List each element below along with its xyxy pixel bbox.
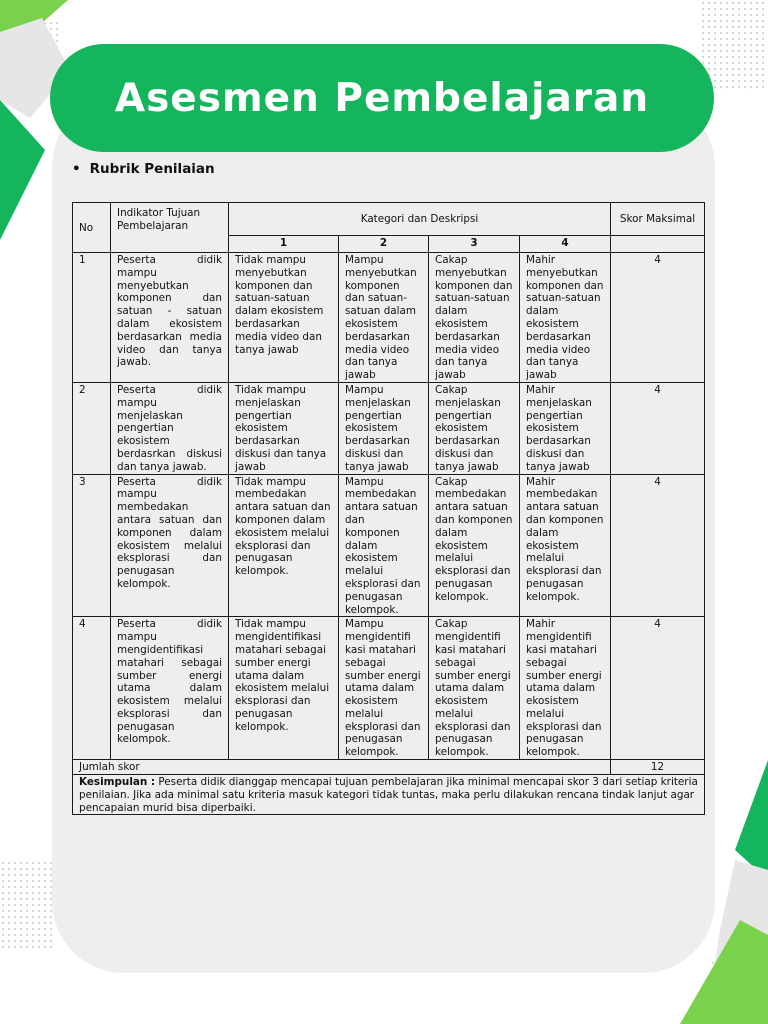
total-row bbox=[73, 760, 705, 775]
section-heading-text: Rubrik Penilaian bbox=[89, 161, 215, 177]
row-level-4: Mahir menjelaskan pengertian ekosistem berdasarkan diskusi dan tanya jawab bbox=[520, 382, 611, 474]
row-level-3: Cakap menjelaskan pengertian ekosistem berdasarkan diskusi dan tanya jawab bbox=[429, 382, 520, 474]
row-indicator: Peserta didik mampu mengidentifikasi matahari sebagai sumber energi utama dalam ekosistem melalui eksplorasi dan penugasan kelompok. bbox=[111, 617, 229, 760]
row-indicator: Peserta didik mampu menyebutkan komponen dan satuan - satuan dalam ekosistem berdasarkan media video dan tanya jawab. bbox=[111, 253, 229, 383]
row-level-2: Mampu mengidentifi kasi matahari sebagai sumber energi utama dalam ekosistem melalui eksplorasi dan penugasan kelompok. bbox=[339, 617, 429, 760]
conclusion-text: Peserta didik dianggap mencapai tujuan pembelajaran jika minimal mencapai skor 3 dari setiap kriteria penilaian. Jika ada minimal satu kriteria masuk kategori tidak tuntas, maka perlu dilakukan rencana tindak lanjut agar pencapaian murid bisa diperbaiki. bbox=[79, 776, 698, 814]
level-header-empty bbox=[611, 236, 705, 253]
row-level-4: Mahir mengidentifi kasi matahari sebagai sumber energi utama dalam ekosistem melalui eksplorasi dan penugasan kelompok. bbox=[520, 617, 611, 760]
table-row bbox=[73, 617, 705, 760]
title-banner bbox=[50, 44, 714, 152]
bullet-icon: • bbox=[72, 161, 81, 177]
row-no: 2 bbox=[73, 382, 111, 474]
row-level-3: Cakap membedakan antara satuan dan komponen dalam ekosistem melalui eksplorasi dan penugasan kelompok. bbox=[429, 474, 520, 617]
row-level-3: Cakap mengidentifi kasi matahari sebagai sumber energi utama dalam ekosistem melalui eksplorasi dan penugasan kelompok. bbox=[429, 617, 520, 760]
row-level-1: Tidak mampu menjelaskan pengertian ekosistem berdasarkan diskusi dan tanya jawab bbox=[229, 382, 339, 474]
table-row bbox=[73, 474, 705, 617]
row-no: 1 bbox=[73, 253, 111, 383]
conclusion-row bbox=[73, 775, 705, 815]
section-heading bbox=[72, 161, 215, 177]
row-level-2: Mampu membedakan antara satuan dan komponen dalam ekosistem melalui eksplorasi dan penugasan kelompok. bbox=[339, 474, 429, 617]
row-level-1: Tidak mampu membedakan antara satuan dan komponen dalam ekosistem melalui eksplorasi dan penugasan kelompok. bbox=[229, 474, 339, 617]
row-max-score: 4 bbox=[611, 382, 705, 474]
total-label: Jumlah skor bbox=[73, 760, 611, 775]
row-level-2: Mampu menyebutkan komponen dan satuan-satuan dalam ekosistem berdasarkan media video dan tanya jawab bbox=[339, 253, 429, 383]
conclusion-label: Kesimpulan : bbox=[79, 776, 156, 789]
level-header: 1 bbox=[229, 236, 339, 253]
level-header: 3 bbox=[429, 236, 520, 253]
row-max-score: 4 bbox=[611, 474, 705, 617]
header-no: No bbox=[73, 203, 111, 253]
row-max-score: 4 bbox=[611, 617, 705, 760]
level-header: 4 bbox=[520, 236, 611, 253]
table-row bbox=[73, 253, 705, 383]
row-indicator: Peserta didik mampu menjelaskan pengertian ekosistem berdasrkan diskusi dan tanya jawab. bbox=[111, 382, 229, 474]
level-header: 2 bbox=[339, 236, 429, 253]
row-max-score: 4 bbox=[611, 253, 705, 383]
page-title: Asesmen Pembelajaran bbox=[114, 75, 650, 121]
row-level-3: Cakap menyebutkan komponen dan satuan-satuan dalam ekosistem berdasarkan media video dan tanya jawab bbox=[429, 253, 520, 383]
row-level-1: Tidak mampu menyebutkan komponen dan satuan-satuan dalam ekosistem berdasarkan media video dan tanya jawab bbox=[229, 253, 339, 383]
header-indicator: Indikator Tujuan Pembelajaran bbox=[111, 203, 229, 253]
row-no: 4 bbox=[73, 617, 111, 760]
row-level-2: Mampu menjelaskan pengertian ekosistem berdasarkan diskusi dan tanya jawab bbox=[339, 382, 429, 474]
header-category: Kategori dan Deskripsi bbox=[229, 203, 611, 236]
row-level-4: Mahir menyebutkan komponen dan satuan-satuan dalam ekosistem berdasarkan media video dan tanya jawab bbox=[520, 253, 611, 383]
table-header-row bbox=[73, 203, 705, 236]
row-indicator: Peserta didik mampu membedakan antara satuan dan komponen dalam ekosistem melalui eksplorasi dan penugasan kelompok. bbox=[111, 474, 229, 617]
header-max-score: Skor Maksimal bbox=[611, 203, 705, 236]
row-level-4: Mahir membedakan antara satuan dan komponen dalam ekosistem melalui eksplorasi dan penugasan kelompok. bbox=[520, 474, 611, 617]
table-row bbox=[73, 382, 705, 474]
conclusion-cell bbox=[73, 775, 705, 815]
row-level-1: Tidak mampu mengidentifikasi matahari sebagai sumber energi utama dalam ekosistem melalui eksplorasi dan penugasan kelompok. bbox=[229, 617, 339, 760]
total-value: 12 bbox=[611, 760, 705, 775]
row-no: 3 bbox=[73, 474, 111, 617]
rubric-table bbox=[72, 202, 705, 815]
